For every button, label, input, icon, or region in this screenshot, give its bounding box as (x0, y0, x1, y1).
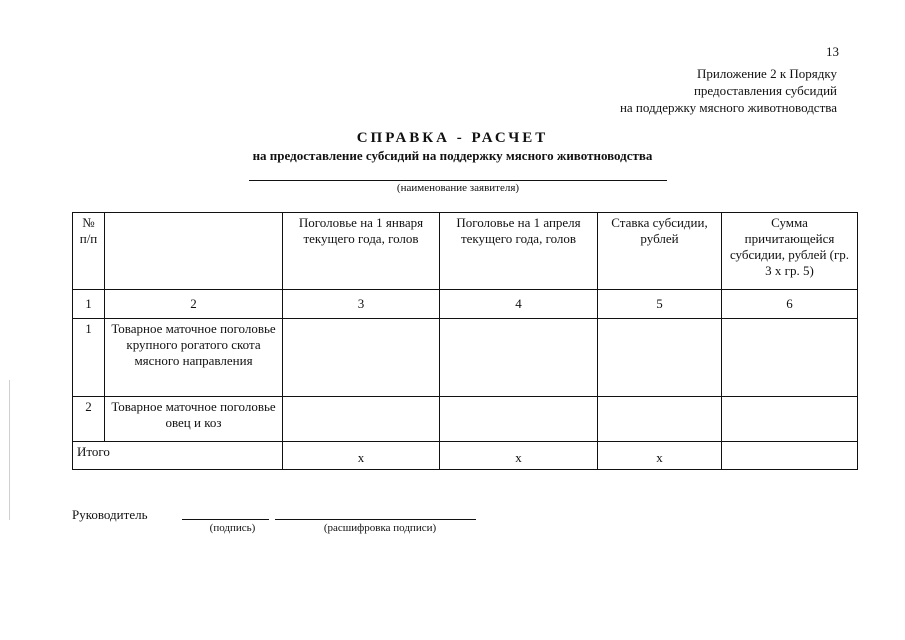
page-number: 13 (826, 44, 839, 59)
signer-label: Руководитель (72, 507, 148, 522)
header-name (105, 213, 283, 290)
column-number: 2 (105, 290, 283, 319)
rate-cell (598, 319, 722, 397)
column-number: 4 (440, 290, 598, 319)
column-number: 6 (722, 290, 858, 319)
header-amount: Сумма причитающейся субсидии, рублей (гр. 3 х гр. 5) (722, 213, 858, 290)
apr-count-cell (440, 397, 598, 442)
total-apr-cell: х (440, 442, 598, 470)
table-row (73, 319, 858, 397)
table-header-row (73, 213, 858, 290)
signature-caption: (подпись) (209, 522, 256, 534)
total-rate-cell: х (598, 442, 722, 470)
column-number-row (73, 290, 858, 319)
total-jan-cell: х (283, 442, 440, 470)
column-number: 1 (73, 290, 105, 319)
total-row (73, 442, 858, 470)
appendix-line-2: предоставления субсидий (693, 83, 837, 98)
appendix-reference (620, 65, 837, 116)
applicant-name-line (249, 180, 667, 181)
applicant-name-caption: (наименование заявителя) (396, 182, 520, 194)
apr-count-cell (440, 319, 598, 397)
column-number: 5 (598, 290, 722, 319)
amount-cell (722, 319, 858, 397)
header-jan-count: Поголовье на 1 января текущего года, голов (283, 213, 440, 290)
table-row (73, 397, 858, 442)
appendix-line-3: на поддержку мясного животноводства (619, 100, 837, 115)
row-name: Товарное маточное поголовье овец и коз (105, 397, 283, 442)
signature-line (182, 519, 269, 520)
jan-count-cell (283, 319, 440, 397)
column-number: 3 (283, 290, 440, 319)
signature-decode-caption: (расшифровка подписи) (323, 522, 437, 534)
row-number: 1 (73, 319, 105, 397)
rate-cell (598, 397, 722, 442)
header-rate: Ставка субсидии, рублей (598, 213, 722, 290)
document-title: СПРАВКА - РАСЧЕТ (356, 130, 549, 146)
scan-edge-mark (9, 380, 10, 520)
jan-count-cell (283, 397, 440, 442)
signature-decode-line (275, 519, 476, 520)
header-apr-count: Поголовье на 1 апреля текущего года, голов (440, 213, 598, 290)
header-number: № п/п (73, 213, 105, 290)
total-label: Итого (73, 442, 283, 470)
document-subtitle: на предоставление субсидий на поддержку мясного животноводства (252, 148, 653, 163)
subsidy-table (72, 212, 858, 470)
row-name: Товарное маточное поголовье крупного рогатого скота мясного направления (105, 319, 283, 397)
appendix-line-1: Приложение 2 к Порядку (697, 66, 837, 81)
row-number: 2 (73, 397, 105, 442)
amount-cell (722, 397, 858, 442)
total-amount-cell (722, 442, 858, 470)
